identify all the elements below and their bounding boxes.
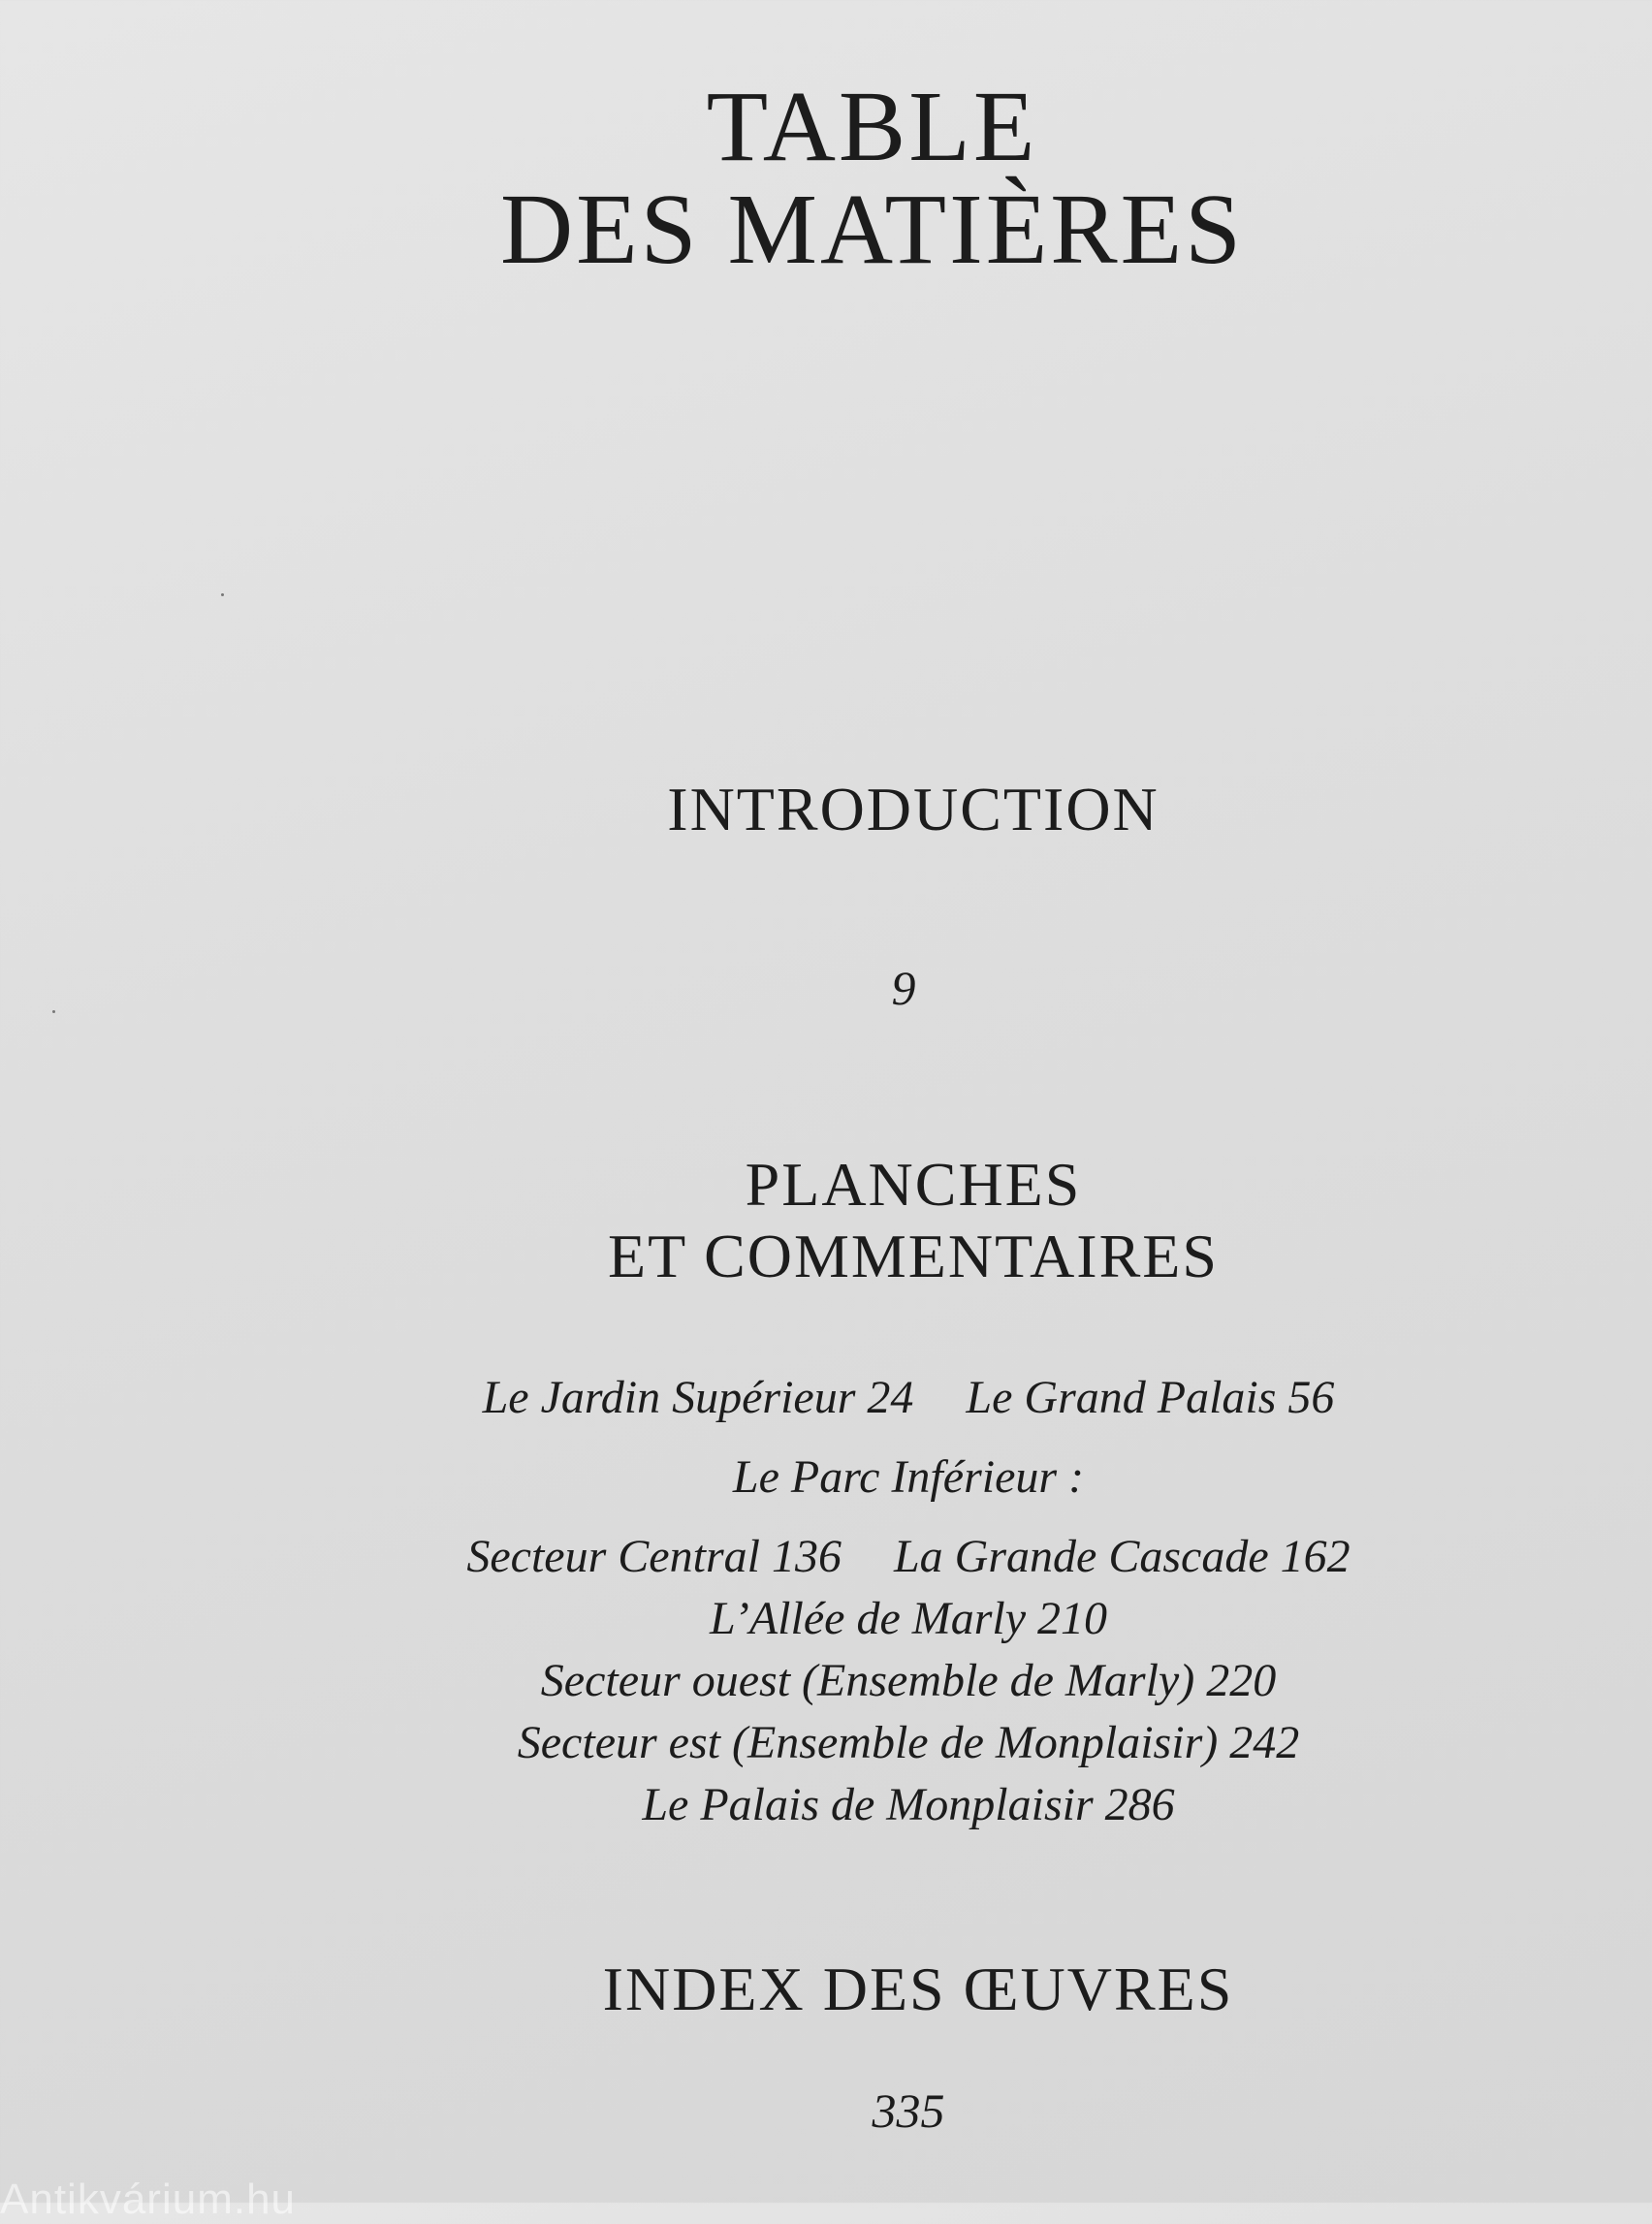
planches-heading-line-1: PLANCHES: [745, 1150, 1082, 1219]
page-title: [0, 71, 1652, 285]
toc-row: [82, 1526, 1652, 1588]
introduction-heading: INTRODUCTION: [667, 775, 1160, 843]
toc-entry-palais-monplaisir: Le Palais de Monplaisir 286: [642, 1779, 1175, 1830]
planches-entries: [0, 1367, 1652, 1836]
toc-row: [82, 1712, 1652, 1774]
paper-speck: [221, 593, 224, 596]
toc-entry-allee-marly: L’Allée de Marly 210: [709, 1593, 1108, 1644]
toc-entry-grand-palais: Le Grand Palais 56: [966, 1372, 1335, 1423]
title-line-1: TABLE: [706, 71, 1038, 182]
watermark: Antikvárium.hu: [0, 2176, 297, 2223]
introduction-page-number: 9: [891, 961, 916, 1015]
planches-heading-line-2: ET COMMENTAIRES: [608, 1222, 1219, 1290]
toc-row: [82, 1367, 1652, 1429]
toc-row: [82, 1650, 1652, 1712]
index-heading: INDEX DES ŒUVRES: [602, 1954, 1234, 2023]
toc-row: [82, 1774, 1652, 1836]
planches-heading: [0, 1149, 1652, 1292]
toc-row: [82, 1446, 1652, 1509]
toc-entry-secteur-central: Secteur Central 136: [466, 1531, 842, 1582]
toc-entry-secteur-ouest: Secteur ouest (Ensemble de Marly) 220: [540, 1655, 1277, 1706]
index-page-number: 335: [872, 2083, 945, 2138]
toc-entry-jardin-superieur: Le Jardin Supérieur 24: [482, 1372, 914, 1423]
toc-entry-parc-inferieur: Le Parc Inférieur :: [732, 1451, 1085, 1503]
toc-entry-secteur-est: Secteur est (Ensemble de Monplaisir) 242: [517, 1717, 1300, 1768]
title-line-2: DES MATIÈRES: [500, 174, 1244, 285]
toc-row: [82, 1588, 1652, 1650]
toc-entry-grande-cascade: La Grande Cascade 162: [893, 1531, 1350, 1582]
